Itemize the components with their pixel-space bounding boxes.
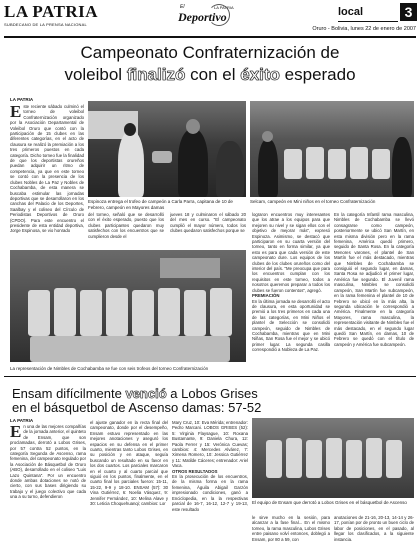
article1-column-3: jueves 18 y culminaron el sábado 20 del mes en curso. "El campeonato cumplió el mayor número, todos los clubes quedaron satisfechos porque se — [170, 212, 246, 234]
section-divider — [4, 376, 416, 377]
article2-headline — [4, 384, 416, 414]
article1-column-4 — [252, 212, 330, 362]
headline-word: Ensam difícilmente — [12, 386, 122, 401]
headline-highlight: venció — [125, 386, 167, 401]
photo-trophy-presentation — [88, 101, 246, 197]
photo-nimbles-team — [10, 250, 246, 362]
photo-caption: Selcam, campeón en Mini niños en el torneo Confraternización — [250, 199, 376, 204]
subhead: OTROS RESULTADOS — [172, 468, 218, 474]
photo-caption: Espinoza entrega el trofeo de campeón a Carla Parra, capitana de 10 de Febrero, campeón en Mayores damas — [88, 199, 233, 210]
article2-column-4: le sirve mucho en la sesión, para alcanzar a la fase final... En el mismo torneo, la rama masculina, Lobos Grises entre paisano volví entonces, doblegó a Ensam, por 80 a 59, con — [252, 515, 330, 542]
article2-headline-line1 — [12, 387, 258, 401]
body-text: lograron encuentros muy interesantes que los atrae a los equipos para que mejoren su nivel y se sigan ellos con el objetivo de mejorar más", expresó Espinoza. Asimismo, se destacó que participaron en su cuarta versión del torneo, tanto en forma similar, ya que esto es para que cada versión de este campeonato dure. Los equipos de los clubes de los clubes orureños como del interior del país. "Me preocupa que para los encuentros cumplan con los requisitos en este torneo, todos a nosotros queremos preparar a todos los clubes se fueron contentos", agregó. — [252, 212, 330, 293]
article1-column-5: En la categoría Infantil rama masculina, Nimbles de Cochabamba se llevó consagrarse como campeón, posteriormente se ubicó San Martín, en esta misma división pero en la rama femenina, América quedó primero, seguido de Santa Rosa. En la categoría Menores varones, el plantel de San Martín fue el más destacado, mientras que Nimbles de Cochabamba se consiguió el segundo lugar, en damas, Santa Rosa se adjudicó el primer lugar, América fue segundo. El Juvenil rama masculina, Nimbles se consolidó campeón, San Martín fue subcampeón, en la rama femenina el plantel de 10 de Febrero se ubicó en la más alta, la segunda ubicación le correspondió a América. Finalmente en la categoría Mayores, rama masculina, la representación visitante de Nimbles fue el más destacado, en el segundo lugar quedó San Martín, en damas, 10 de Febrero se quedó con el título de campeón y América fue subcampeón. — [334, 212, 414, 347]
page-number: 3 — [400, 3, 417, 21]
headline-word: a Lobos Grises — [170, 386, 258, 401]
supplement-prefix: El — [180, 4, 185, 10]
article2-headline-line2: en el básquetbol de Ascenso damas: 57-52 — [12, 400, 262, 415]
article2-column-3 — [172, 420, 248, 544]
photo-caption: El equipo de Ensam que derrotó a Lobos Grises en el básquetbol de Ascenso — [252, 500, 407, 505]
newspaper-logo: LA PATRIA — [4, 2, 99, 21]
headline-highlight: éxito — [240, 65, 280, 84]
section-label: local — [338, 6, 364, 18]
article1-headline-line2 — [6, 64, 414, 86]
body-text: n una de las mejores compañías de la jornada anterior, el quinteto de Ensam, que son proclamadas, derrotó a Lobos Grises, por 57 contra 52 puntos, en la categoría Segunda de Ascenso, rama femenina, del campeonato regulado por la Asociación de Básquetbol de Oruro (ABO), desarrollado en el coliseo "Luis Lazo Quintana". Por un encuentro donde ambas dotaciones se notó de cierto, con sus bases dirigiendo su trabajo y el juego colectivo que cada una a su turno, defendieron — [10, 424, 86, 500]
photo-caption: La representación de Nimbles de Cochabamba se fue con seis trofeos del torneo Confraternización — [10, 366, 209, 371]
photo-ensam-team — [252, 418, 414, 498]
dropcap: E — [10, 424, 22, 441]
article1-column-2: del torneo, señaló que se desarrolló con el éxito esperado, puesto que los clubes participantes quedaron muy satisfechos con los encuentros que se cumplieron desde el — [88, 212, 164, 239]
dateline: Oruro - Bolivia, lunes 22 de enero de 2007 — [312, 26, 416, 32]
article2-column-5: anotaciones de 21-16, 20-13, 14-14 y 26-17, ponían por de pronto un buen ciclo de labor de posiciones, en el pasado, al llegar los clasificados, a la siguiente instancia. — [334, 515, 414, 542]
headline-word: esperado — [284, 65, 356, 84]
dropcap: E — [10, 104, 22, 121]
body-text: En la prosecución de los encuentros, de la misma forma en la rama femenina, Águila Abigail Garzón impresionado condiciones, ganó a Enciclopedia, en la la respectivas parcial de 16-7, 16-12, 12-7 y 19-13, este resultado — [172, 474, 248, 512]
section-underline — [338, 21, 398, 22]
article1-byline: LA PATRIA — [10, 97, 34, 102]
body-text: ste reciente sábado culminó el torneo de voleibol Confraternización organizado por la Asociación Departamental de Voleibol Oruro que contó con la participación de 15 clubes en las diferentes categorías, en el acto de clausura se realizó la premiación a los tres primeros puestos en cada categoría. Dicho torneo fue la finalidad de que los deportistas orureños puedan adquirir un ritmo de competencia, ya que en este torneo se contó con la presencia de los clubes Nobles de La Paz y Nobles de Cochabamba, de esta manera se buscaba estimular las jornadas deportivas que se desarrollaron en los canchas del Palacio de los Deportes, Saalbay y el coliseo del Círculo de Periodistas Deportivos de Oruro (CPDO). Para este encuentro el presidente de esta entidad deportiva, Jorge Espinosa, se vio honrado — [10, 104, 84, 234]
headline-word: voleibol — [64, 65, 123, 84]
masthead-rule — [4, 36, 416, 38]
body-text: Mary Cruz, 10: Eva Mérida; entrenador: Pedro Marcani. LOBOS GRISES (52): 5: Virginia Flaysague, 10: Roxana Bustamante, 9: Daniela Chura, 12: Paola Ferrer y 15: Verónica Cuevas; cambios: 4: Mercedes Alvárez, 7: Ximena Romero, 10: Jessica Gutiérrez y 11: Matilde Cáceres; entrenador: Ariel Vaca. — [172, 420, 248, 469]
headline-word: con el — [190, 65, 236, 84]
article1-headline-line1: Campeonato Confraternización de — [80, 43, 340, 62]
supplement-publisher: LA PATRIA — [214, 5, 234, 10]
photo-mini-ninos-team — [250, 101, 414, 197]
masthead — [0, 0, 420, 38]
subhead: PREMIACIÓN — [252, 293, 280, 299]
newspaper-tagline: SUBDECANO DE LA PRENSA NACIONAL — [4, 22, 87, 27]
headline-highlight: finalizó — [126, 65, 186, 84]
supplement-logo — [178, 4, 236, 28]
article2-column-1 — [10, 424, 86, 544]
supplement-name: Deportivo — [178, 10, 227, 24]
article2-column-2: el ajuste ganador en la recta final del campeonato, donde por el desempeño, Ensam estuvo representado en las mejores anotaciones y aseguró los espacios en su defensa en el primer cuarto, mientras tanto Lobos Grises, en su posición y en ataque, seguía buscando un resultado en su favor en los dos cuartos. Los parciales marcaron en el cuarto y al cuarto parcial que siguió en los puntos, finalmente, en el cuarto final los parciales fueron: 15-11, 15-22, 9-9 y 18-10. ENSAM (57): 30 Vina Gutiérrez, 6: Noelia Vásquez, 9: Jennifer Fernández, 10: Melina Alave y 30: Leticia Choquehuanqi; cambios: Lor — [90, 420, 168, 507]
body-text: En la última jornada se desarrolló el acto de clausura, en esta oportunidad se premió a los tres primeros en cada una de las categorías, en Mini Niños el plantel de Selección se consolidó campeón, seguido de Nimbles de Cochabamba, mientras que en Mini Niñas, San Rosa fue el mejor y se ubicó primer lugar. La segunda casilla correspondió a Nobleza de La Paz. — [252, 298, 330, 353]
article2-byline: LA PATRIA — [10, 418, 34, 423]
